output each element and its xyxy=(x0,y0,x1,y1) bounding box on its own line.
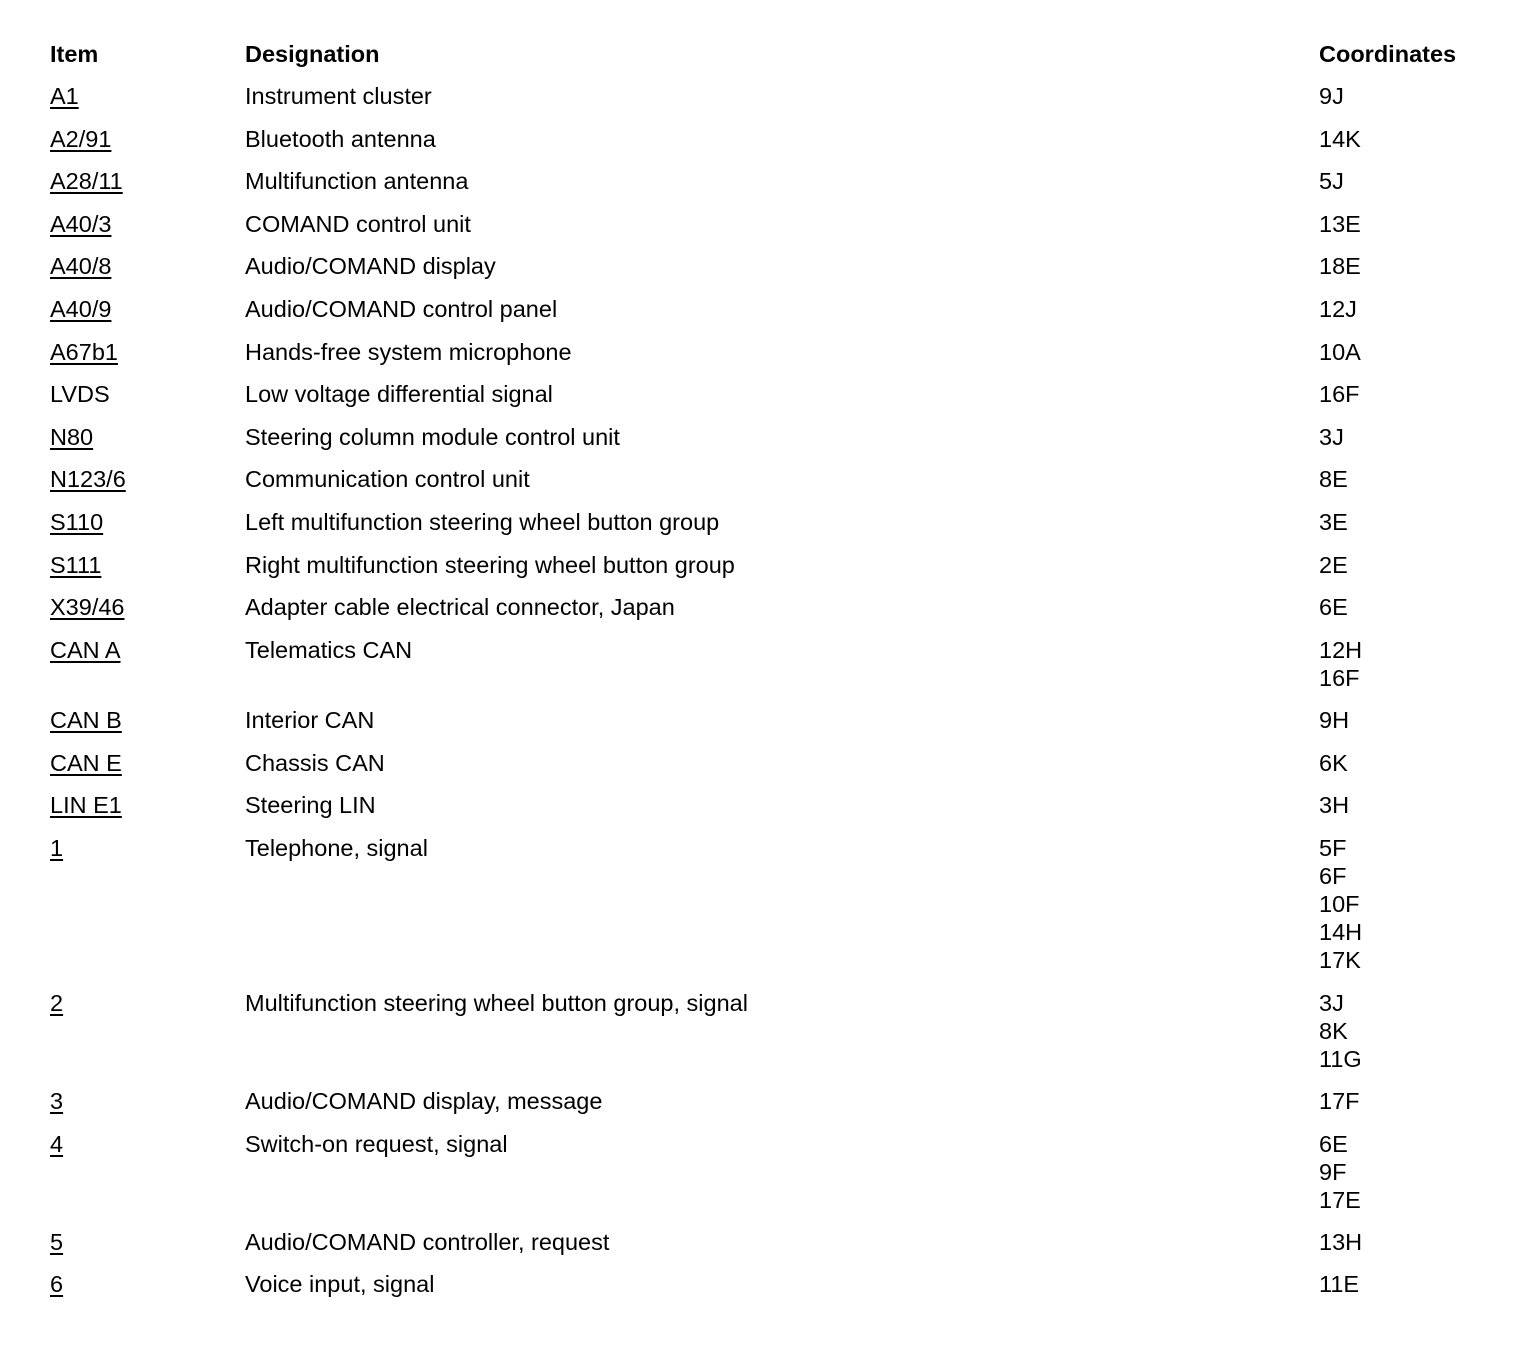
coordinate-value: 13H xyxy=(1319,1228,1363,1255)
item-link[interactable]: LIN E1 xyxy=(50,792,122,819)
coordinates-cell xyxy=(1319,338,1490,366)
table-row xyxy=(50,1130,1490,1228)
designation-text: Multifunction steering wheel button group, signal xyxy=(245,990,748,1016)
designation-text: Switch-on request, signal xyxy=(245,1130,508,1157)
table-row xyxy=(50,82,1490,125)
coordinate-value: 3J xyxy=(1319,990,1344,1016)
item-link[interactable]: S111 xyxy=(50,551,102,578)
coordinates-cell xyxy=(1319,749,1490,777)
table-row xyxy=(50,791,1490,834)
table-row xyxy=(50,1270,1490,1313)
coordinate-value: 14H xyxy=(1319,919,1363,945)
item-link[interactable]: 4 xyxy=(50,1130,64,1157)
coordinate-value: 9H xyxy=(1319,707,1350,734)
item-link[interactable]: 5 xyxy=(50,1228,64,1255)
table-row xyxy=(50,1228,1490,1271)
table-row xyxy=(50,423,1490,466)
designation-text: Left multifunction steering wheel button group xyxy=(245,508,720,535)
coordinate-value: 18E xyxy=(1319,253,1361,280)
designation-text: Audio/COMAND display xyxy=(245,253,496,280)
designation-text: Communication control unit xyxy=(245,466,530,493)
table-row xyxy=(50,167,1490,210)
coordinate-value: 16F xyxy=(1319,381,1360,408)
coordinates-cell xyxy=(1319,636,1490,692)
coordinates-cell xyxy=(1319,1270,1490,1298)
coordinates-cell xyxy=(1319,706,1490,734)
table-row xyxy=(50,989,1490,1087)
legend-table xyxy=(50,40,1490,1313)
designation-text: Audio/COMAND controller, request xyxy=(245,1228,610,1255)
coordinate-value: 10A xyxy=(1319,338,1361,365)
item-link[interactable]: 6 xyxy=(50,1271,64,1298)
designation-text: Telephone, signal xyxy=(245,835,428,861)
designation-text: Audio/COMAND control panel xyxy=(245,295,558,322)
coordinates-cell xyxy=(1319,423,1490,451)
coordinate-value: 11E xyxy=(1319,1271,1360,1298)
item-link[interactable]: 2 xyxy=(50,990,64,1016)
table-row xyxy=(50,636,1490,707)
designation-text: Hands-free system microphone xyxy=(245,338,572,365)
designation-text: Steering column module control unit xyxy=(245,423,620,450)
coordinates-cell xyxy=(1319,989,1490,1073)
designation-text: Interior CAN xyxy=(245,707,375,734)
designation-text: Chassis CAN xyxy=(245,749,385,776)
designation-text: Bluetooth antenna xyxy=(245,125,436,152)
item-label: LVDS xyxy=(50,381,110,408)
coordinate-value: 11G xyxy=(1319,1046,1362,1072)
table-row xyxy=(50,593,1490,636)
table-row xyxy=(50,508,1490,551)
coordinates-cell xyxy=(1319,210,1490,238)
designation-text: Low voltage differential signal xyxy=(245,381,553,408)
coordinate-value: 17K xyxy=(1319,947,1361,973)
designation-text: Adapter cable electrical connector, Japan xyxy=(245,594,675,621)
item-link[interactable]: A40/3 xyxy=(50,210,112,237)
table-row xyxy=(50,380,1490,423)
coordinate-value: 6E xyxy=(1319,594,1348,621)
coordinate-value: 6K xyxy=(1319,749,1348,776)
item-link[interactable]: S110 xyxy=(50,508,104,535)
designation-text: Voice input, signal xyxy=(245,1271,435,1298)
item-link[interactable]: 3 xyxy=(50,1088,64,1114)
coordinate-value: 9J xyxy=(1319,83,1344,109)
table-row xyxy=(50,210,1490,253)
item-link[interactable]: CAN B xyxy=(50,707,122,734)
coordinate-value: 13E xyxy=(1319,210,1361,237)
table-row xyxy=(50,465,1490,508)
coordinate-value: 5J xyxy=(1319,168,1344,195)
coordinate-value: 9F xyxy=(1319,1158,1347,1185)
coordinates-cell xyxy=(1319,125,1490,153)
coordinates-cell xyxy=(1319,1130,1490,1214)
coordinates-cell xyxy=(1319,252,1490,280)
item-link[interactable]: A40/8 xyxy=(50,253,112,280)
coordinates-cell xyxy=(1319,508,1490,536)
designation-text: Steering LIN xyxy=(245,792,376,819)
item-link[interactable]: A2/91 xyxy=(50,125,112,152)
coordinate-value: 6E xyxy=(1319,1130,1348,1157)
coordinate-value: 16F xyxy=(1319,664,1360,691)
designation-text: Instrument cluster xyxy=(245,83,432,109)
coordinates-cell xyxy=(1319,1228,1490,1256)
coordinate-value: 10F xyxy=(1319,891,1360,917)
coordinates-cell xyxy=(1319,82,1490,110)
coordinates-cell xyxy=(1319,551,1490,579)
coordinate-value: 3E xyxy=(1319,508,1348,535)
item-link[interactable]: 1 xyxy=(50,835,64,861)
designation-text: COMAND control unit xyxy=(245,210,471,237)
coordinates-cell xyxy=(1319,791,1490,819)
table-header xyxy=(50,40,1490,82)
coordinate-value: 2E xyxy=(1319,551,1348,578)
table-row xyxy=(50,551,1490,594)
coordinate-value: 12H xyxy=(1319,636,1363,663)
table-row xyxy=(50,252,1490,295)
coordinates-cell xyxy=(1319,167,1490,195)
coordinate-value: 12J xyxy=(1319,295,1357,322)
coordinate-value: 8K xyxy=(1319,1018,1348,1044)
coordinate-value: 3J xyxy=(1319,423,1344,450)
header-item: Item xyxy=(50,41,99,67)
coordinates-cell xyxy=(1319,295,1490,323)
item-link[interactable]: A40/9 xyxy=(50,295,112,322)
coordinate-value: 8E xyxy=(1319,466,1348,493)
item-link[interactable]: A28/11 xyxy=(50,168,123,195)
table-row xyxy=(50,338,1490,381)
item-link[interactable]: A1 xyxy=(50,83,79,109)
designation-text: Audio/COMAND display, message xyxy=(245,1088,603,1114)
table-row xyxy=(50,1087,1490,1130)
coordinates-cell xyxy=(1319,1087,1490,1115)
table-row xyxy=(50,295,1490,338)
item-link[interactable]: CAN E xyxy=(50,749,122,776)
item-link[interactable]: X39/46 xyxy=(50,594,125,621)
header-coordinates: Coordinates xyxy=(1319,41,1457,67)
item-link[interactable]: N80 xyxy=(50,423,94,450)
designation-text: Multifunction antenna xyxy=(245,168,469,195)
coordinates-cell xyxy=(1319,465,1490,493)
coordinates-cell xyxy=(1319,380,1490,408)
header-designation: Designation xyxy=(245,41,380,67)
coordinate-value: 6F xyxy=(1319,863,1347,889)
item-link[interactable]: A67b1 xyxy=(50,338,118,365)
coordinate-value: 14K xyxy=(1319,125,1361,152)
coordinate-value: 5F xyxy=(1319,835,1347,861)
coordinate-value: 17E xyxy=(1319,1186,1361,1213)
table-row xyxy=(50,706,1490,749)
table-row xyxy=(50,834,1490,989)
coordinate-value: 17F xyxy=(1319,1088,1360,1114)
item-link[interactable]: CAN A xyxy=(50,636,121,663)
item-link[interactable]: N123/6 xyxy=(50,466,126,493)
designation-text: Right multifunction steering wheel button group xyxy=(245,551,735,578)
table-row xyxy=(50,749,1490,792)
coordinates-cell xyxy=(1319,593,1490,621)
coordinates-cell xyxy=(1319,834,1490,974)
table-body xyxy=(50,82,1490,1313)
coordinate-value: 3H xyxy=(1319,792,1350,819)
designation-text: Telematics CAN xyxy=(245,636,413,663)
table-row xyxy=(50,125,1490,168)
